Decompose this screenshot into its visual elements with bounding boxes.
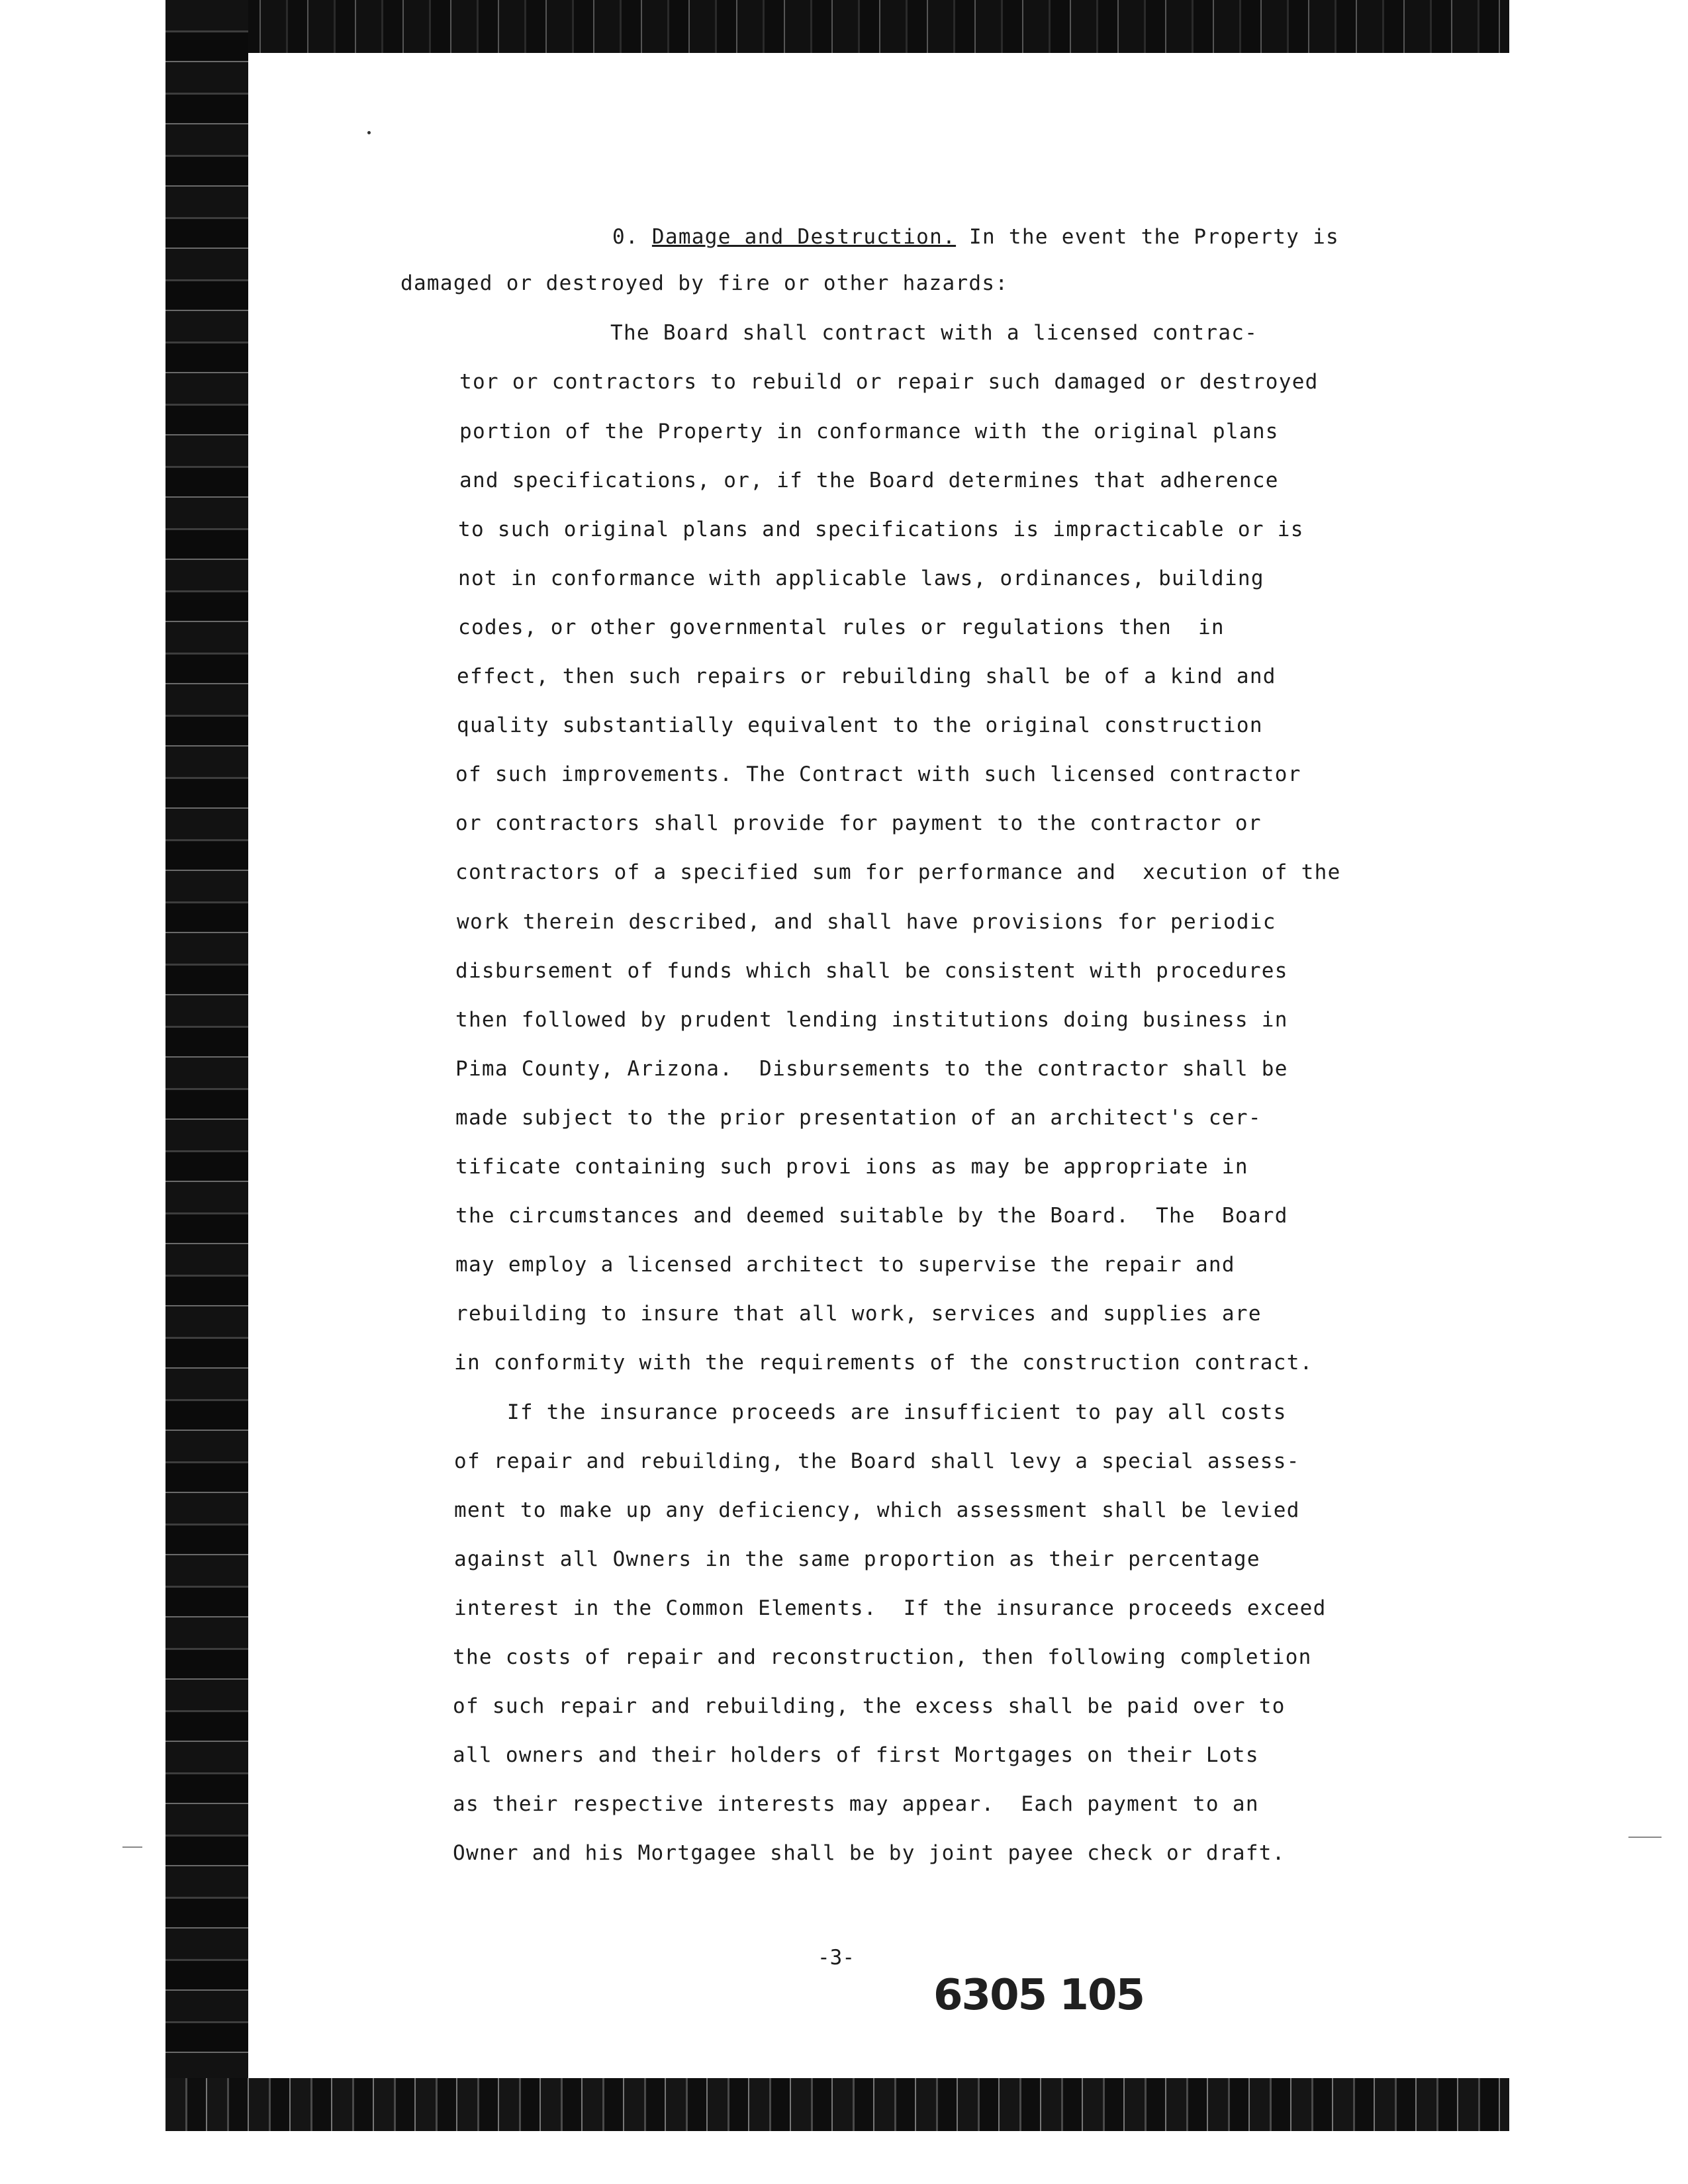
margin-mark: [1628, 1837, 1662, 1838]
text-line: made subject to the prior presentation of an architect's cer-: [455, 1106, 1262, 1130]
text-line: Pima County, Arizona. Disbursements to the contractor shall be: [455, 1057, 1288, 1081]
text-line: disbursement of funds which shall be consistent with procedures: [455, 959, 1288, 983]
text-line: to such original plans and specifications is impracticable or is: [458, 518, 1304, 541]
recording-stamp: 6305 105: [933, 1971, 1144, 2020]
text-line: in conformity with the requirements of the construction contract.: [454, 1351, 1313, 1375]
text-line: or contractors shall provide for payment to the contractor or: [455, 811, 1262, 835]
text-line: may employ a licensed architect to supervise the repair and: [455, 1253, 1235, 1277]
scan-border-bottom: [165, 2078, 1509, 2131]
text-line: tor or contractors to rebuild or repair such damaged or destroyed: [459, 370, 1319, 394]
text-line: tificate containing such provi ions as may be appropriate in: [455, 1155, 1248, 1179]
text-line: work therein described, and shall have provisions for periodic: [457, 910, 1276, 934]
text-line: then followed by prudent lending institutions doing business in: [455, 1008, 1288, 1032]
section-title: Damage and Destruction.: [651, 225, 957, 249]
text-line: and specifications, or, if the Board determines that adherence: [459, 469, 1279, 492]
text-line: contractors of a specified sum for performance and xecution of the: [455, 860, 1341, 884]
text-line: interest in the Common Elements. If the insurance proceeds exceed: [454, 1596, 1327, 1620]
text-line: not in conformance with applicable laws, ordinances, building: [458, 567, 1264, 590]
margin-mark: [122, 1846, 142, 1848]
section-number: 0.: [612, 225, 639, 249]
scan-border-top: [165, 0, 1509, 53]
text-line: of such improvements. The Contract with such licensed contractor: [455, 762, 1301, 786]
text-line: all owners and their holders of first Mortgages on their Lots: [453, 1743, 1259, 1767]
text-line: effect, then such repairs or rebuilding shall be of a kind and: [457, 664, 1276, 688]
text-line: the circumstances and deemed suitable by the Board. The Board: [455, 1204, 1288, 1228]
text-line: of repair and rebuilding, the Board shall levy a special assess-: [454, 1449, 1300, 1473]
text-line: the costs of repair and reconstruction, then following completion: [453, 1645, 1312, 1669]
text-line: Owner and his Mortgagee shall be by joint payee check or draft.: [453, 1841, 1286, 1865]
text-line: rebuilding to insure that all work, services and supplies are: [455, 1302, 1262, 1326]
text-line: quality substantially equivalent to the original construction: [457, 713, 1263, 737]
scan-speck: [367, 131, 371, 134]
text-line: codes, or other governmental rules or regulations then in: [458, 615, 1225, 639]
text-line: as their respective interests may appear. Each payment to an: [453, 1792, 1259, 1816]
text-line: portion of the Property in conformance with the original plans: [459, 420, 1279, 443]
text-line: The Board shall contract with a licensed contrac-: [610, 321, 1258, 345]
text-line: ment to make up any deficiency, which assessment shall be levied: [454, 1498, 1300, 1522]
text-line: If the insurance proceeds are insufficient to pay all costs: [454, 1400, 1287, 1424]
scan-border-left: [165, 0, 248, 2131]
text-line: against all Owners in the same proportion as their percentage: [454, 1547, 1260, 1571]
section-lead-in: In the event the Property is: [956, 225, 1340, 249]
text-line: damaged or destroyed by fire or other hazards:: [400, 271, 1009, 295]
page-number: -3-: [818, 1946, 855, 1970]
section-heading: [612, 224, 1339, 250]
text-line: of such repair and rebuilding, the excess shall be paid over to: [453, 1694, 1286, 1718]
